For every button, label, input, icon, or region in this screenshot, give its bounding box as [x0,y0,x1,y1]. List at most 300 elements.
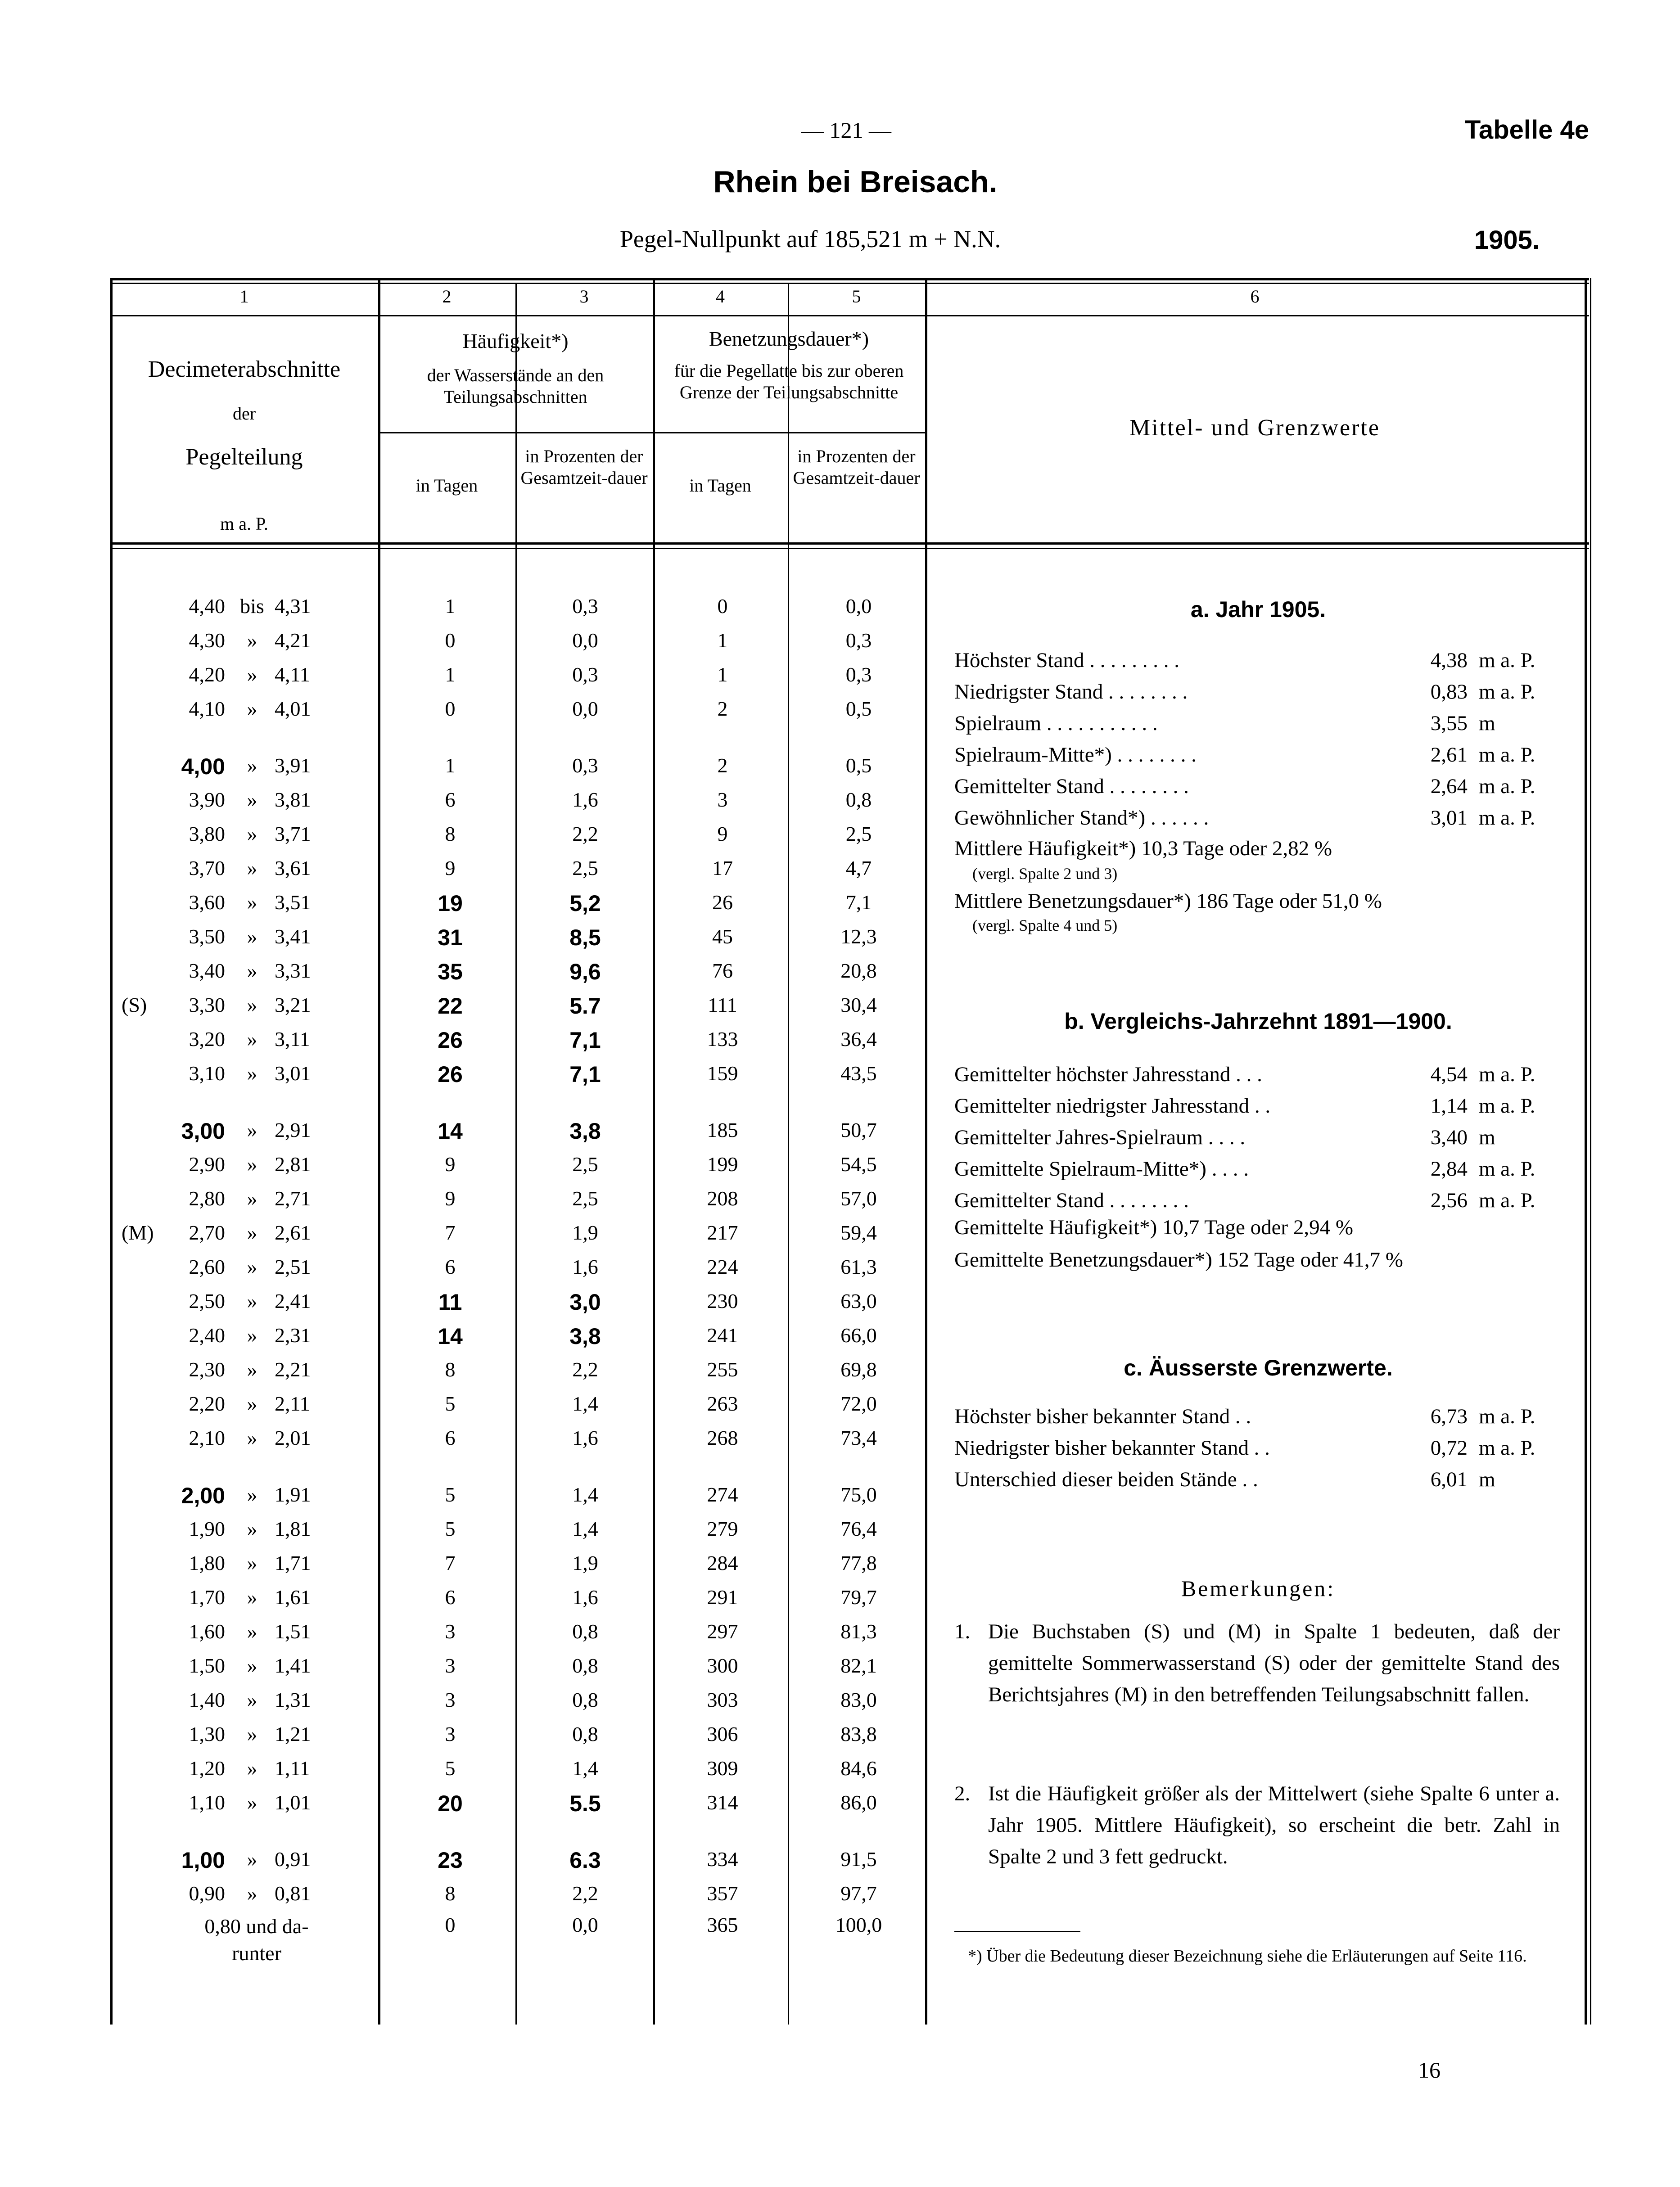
row-range-from: 2,30 [189,1358,225,1381]
last-row-c2: 0 [445,1913,456,1936]
row-haeufigkeit-prozent: 0,8 [572,1723,598,1745]
value-line [954,680,1562,708]
value-line [954,743,1562,771]
row-range-from: 0,90 [189,1882,225,1905]
row-benetzung-prozent: 84,6 [840,1757,877,1780]
remark-2-text: Ist die Häufigkeit größer als der Mittelwert (siehe Spalte 6 unter a. Jahr 1905. Mittlere Häufigkeit), so erscheint die betr. Zahl in Spalte 2 und 3 fett gedruckt. [988,1782,1560,1868]
row-haeufigkeit-prozent: 0,3 [572,595,598,618]
footnote-divider [954,1931,1080,1932]
row-range-from: 3,00 [181,1118,225,1144]
value-line-value: 6,73 [1430,1405,1468,1428]
row-range-separator: » [247,891,257,914]
row-benetzung-tage: 314 [707,1791,738,1814]
row-range-from: 1,80 [189,1551,225,1574]
value-line-unit: m a. P. [1479,1063,1535,1086]
row-benetzung-prozent: 0,3 [845,663,872,686]
row-range-from: 3,30 [189,993,225,1016]
row-haeufigkeit-tage: 3 [445,1620,456,1643]
row-benetzung-tage: 185 [707,1118,738,1141]
value-line-unit: m a. P. [1479,1189,1535,1212]
row-benetzung-prozent: 59,4 [840,1221,877,1244]
row-benetzung-tage: 159 [707,1062,738,1085]
row-benetzung-tage: 230 [707,1290,738,1312]
row-range-separator: » [247,1221,257,1244]
remarks-title: Bemerkungen: [1181,1576,1336,1601]
row-range-to: 1,81 [275,1517,311,1540]
row-benetzung-tage: 284 [707,1551,738,1574]
row-benetzung-prozent: 97,7 [840,1882,877,1905]
row-benetzung-prozent: 83,8 [840,1723,877,1745]
value-line [954,1404,1562,1433]
row-range-separator: » [247,1290,257,1312]
row-haeufigkeit-prozent: 0,8 [572,1688,598,1711]
section-b-benetzung-text: Gemittelte Benetzungsdauer*) 152 Tage oder 41,7 % [954,1248,1403,1272]
table-row [0,1881,945,1913]
row-range-separator: » [247,1426,257,1449]
row-range-from: 4,30 [189,629,225,652]
value-line [954,806,1562,834]
remark-1 [954,1616,1558,1778]
row-range-from: 2,20 [189,1392,225,1415]
row-range-separator: » [247,1392,257,1415]
table-row [0,594,945,626]
row-benetzung-tage: 76 [712,959,733,982]
row-haeufigkeit-tage: 20 [438,1791,463,1816]
row-benetzung-prozent: 86,0 [840,1791,877,1814]
row-benetzung-prozent: 54,5 [840,1153,877,1176]
section-b-haeufigkeit [954,1215,1562,1244]
row-haeufigkeit-tage: 5 [445,1517,456,1540]
haeufigkeit-in-prozenten: in Prozenten der Gesamtzeit-dauer [520,446,648,488]
value-line-label: Gewöhnlicher Stand*) . . . . . . [954,806,1209,830]
row-benetzung-tage: 334 [707,1848,738,1871]
row-range-to: 1,31 [275,1688,311,1711]
table-row [0,1118,945,1150]
row-range-separator: » [247,1483,257,1506]
row-haeufigkeit-tage: 19 [438,891,463,916]
row-haeufigkeit-tage: 6 [445,1255,456,1278]
row-haeufigkeit-tage: 26 [438,1028,463,1053]
row-haeufigkeit-prozent: 1,9 [572,1551,598,1574]
row-benetzung-prozent: 83,0 [840,1688,877,1711]
row-range-separator: » [247,1062,257,1085]
row-range-from: 2,50 [189,1290,225,1312]
row-benetzung-tage: 208 [707,1187,738,1210]
row-range-separator: » [247,697,257,720]
row-range-to: 1,21 [275,1723,311,1745]
row-haeufigkeit-tage: 7 [445,1221,456,1244]
row-haeufigkeit-prozent: 6.3 [569,1848,601,1873]
row-mark: (S) [122,993,147,1016]
table-row [0,1790,945,1822]
value-line-label: Spielraum-Mitte*) . . . . . . . . [954,743,1197,767]
value-line-value: 4,38 [1430,649,1468,672]
value-line-value: 6,01 [1430,1468,1468,1491]
row-haeufigkeit-tage: 22 [438,993,463,1019]
row-range-to: 2,11 [275,1392,310,1415]
row-range-from: 1,00 [181,1848,225,1873]
row-range-from: 3,90 [189,788,225,811]
table-row [0,1756,945,1788]
row-benetzung-prozent: 72,0 [840,1392,877,1415]
last-row-c5: 100,0 [835,1913,882,1936]
row-range-to: 2,31 [275,1324,311,1347]
benetzung-in-tagen: in Tagen [689,475,751,496]
row-haeufigkeit-tage: 31 [438,925,463,950]
section-a-benetzung-text: Mittlere Benetzungsdauer*) 186 Tage oder 51,0 % [954,889,1382,913]
row-haeufigkeit-prozent: 2,2 [572,1358,598,1381]
value-line-label: Gemittelter Stand . . . . . . . . [954,775,1189,798]
row-benetzung-prozent: 20,8 [840,959,877,982]
table-row [0,1585,945,1617]
value-line-unit: m a. P. [1479,649,1535,672]
row-benetzung-prozent: 4,7 [845,857,872,879]
table-row [0,822,945,853]
value-line-value: 2,56 [1430,1189,1468,1212]
value-line [954,1188,1562,1217]
row-benetzung-tage: 224 [707,1255,738,1278]
value-line-value: 2,64 [1430,775,1468,798]
page-number: — 121 — [801,117,891,143]
row-benetzung-tage: 1 [717,629,728,652]
value-line-label: Gemittelter niedrigster Jahresstand . . [954,1094,1271,1118]
row-benetzung-prozent: 63,0 [840,1290,877,1312]
row-benetzung-tage: 303 [707,1688,738,1711]
row-range-to: 1,61 [275,1586,311,1609]
remark-2 [954,1778,1558,1913]
col-number-1: 1 [239,286,249,307]
row-haeufigkeit-prozent: 0,8 [572,1654,598,1677]
value-line-unit: m a. P. [1479,1094,1535,1118]
row-range-to: 3,51 [275,891,311,914]
row-haeufigkeit-prozent: 3,8 [569,1118,601,1144]
row-range-separator: » [247,1723,257,1745]
table-row [0,1027,945,1059]
row-range-separator: » [247,1620,257,1643]
row-haeufigkeit-tage: 0 [445,697,456,720]
value-line [954,1062,1562,1091]
row-range-separator: » [247,1654,257,1677]
row-benetzung-tage: 3 [717,788,728,811]
row-benetzung-prozent: 0,0 [845,595,872,618]
row-range-to: 2,91 [275,1118,311,1141]
last-row-c3: 0,0 [572,1913,598,1936]
row-haeufigkeit-tage: 8 [445,1358,456,1381]
value-line-value: 2,84 [1430,1157,1468,1181]
row-benetzung-tage: 263 [707,1392,738,1415]
section-b-haeufigkeit-text: Gemittelte Häufigkeit*) 10,7 Tage oder 2,94 % [954,1216,1353,1239]
row-benetzung-tage: 306 [707,1723,738,1745]
row-haeufigkeit-tage: 6 [445,1426,456,1449]
row-range-to: 3,31 [275,959,311,982]
row-benetzung-tage: 45 [712,925,733,948]
row-benetzung-tage: 255 [707,1358,738,1381]
row-range-from: 1,60 [189,1620,225,1643]
table-label: Tabelle 4e [1464,115,1589,144]
last-row-c4: 365 [707,1913,738,1936]
row-benetzung-tage: 9 [717,822,728,845]
row-haeufigkeit-prozent: 1,4 [572,1757,598,1780]
year-label: 1905. [1474,225,1540,255]
row-range-separator: » [247,1358,257,1381]
value-line-label: Gemittelter Jahres-Spielraum . . . . [954,1126,1246,1149]
row-benetzung-prozent: 0,8 [845,788,872,811]
table-row [0,924,945,956]
value-line-label: Gemittelter Stand . . . . . . . . [954,1189,1189,1212]
value-line-unit: m a. P. [1479,806,1535,830]
row-range-to: 2,81 [275,1153,311,1176]
row-benetzung-tage: 1 [717,663,728,686]
value-line-unit: m a. P. [1479,1405,1535,1428]
row-range-separator: » [247,1551,257,1574]
row-haeufigkeit-tage: 5 [445,1757,456,1780]
col-number-5: 5 [852,286,861,307]
table-row [0,890,945,922]
row-range-separator: » [247,925,257,948]
row-haeufigkeit-tage: 3 [445,1688,456,1711]
row-haeufigkeit-prozent: 2,2 [572,822,598,845]
row-haeufigkeit-prozent: 2,2 [572,1882,598,1905]
row-range-to: 0,81 [275,1882,311,1905]
row-range-from: 3,10 [189,1062,225,1085]
row-range-to: 1,91 [275,1483,311,1506]
benetzung-in-prozenten: in Prozenten der Gesamtzeit-dauer [793,446,920,488]
section-b-benetzung [954,1248,1562,1276]
row-range-separator: » [247,1586,257,1609]
table-row [0,628,945,660]
value-line-label: Unterschied dieser beiden Stände . . [954,1468,1258,1491]
table-row [0,663,945,694]
row-benetzung-tage: 291 [707,1586,738,1609]
row-benetzung-tage: 300 [707,1654,738,1677]
table-row [0,1688,945,1719]
row-benetzung-tage: 241 [707,1324,738,1347]
row-range-to: 2,61 [275,1221,311,1244]
row-range-to: 4,21 [275,629,311,652]
row-benetzung-tage: 17 [712,857,733,879]
row-haeufigkeit-prozent: 7,1 [569,1028,601,1053]
row-range-to: 2,71 [275,1187,311,1210]
row-haeufigkeit-prozent: 5.7 [569,993,601,1019]
value-line-unit: m a. P. [1479,680,1535,703]
row-range-from: 2,00 [181,1483,225,1508]
row-range-separator: » [247,1324,257,1347]
row-range-from: 3,20 [189,1028,225,1051]
row-haeufigkeit-prozent: 3,0 [569,1290,601,1315]
section-a-title: a. Jahr 1905. [1190,597,1326,622]
row-benetzung-tage: 217 [707,1221,738,1244]
value-line-value: 2,61 [1430,743,1468,767]
row-range-separator: bis [240,595,264,618]
col1-title-der: der [232,403,256,424]
row-benetzung-prozent: 75,0 [840,1483,877,1506]
row-haeufigkeit-tage: 0 [445,629,456,652]
table-row-last [0,1913,945,1965]
row-range-separator: » [247,1688,257,1711]
row-haeufigkeit-prozent: 7,1 [569,1062,601,1087]
row-haeufigkeit-prozent: 1,4 [572,1517,598,1540]
row-benetzung-tage: 274 [707,1483,738,1506]
value-line-unit: m a. P. [1479,1157,1535,1181]
value-line-label: Niedrigster bisher bekannter Stand . . [954,1436,1270,1460]
row-haeufigkeit-tage: 1 [445,595,456,618]
row-haeufigkeit-tage: 6 [445,1586,456,1609]
row-range-separator: » [247,1517,257,1540]
value-line [954,711,1562,740]
row-benetzung-prozent: 30,4 [840,993,877,1016]
benetzung-subtitle: für die Pegellatte bis zur oberen Grenze der Teilungsabschnitte [674,361,904,402]
row-mark: (M) [122,1221,154,1244]
table-row [0,1186,945,1218]
row-haeufigkeit-tage: 9 [445,1153,456,1176]
row-haeufigkeit-prozent: 1,6 [572,1586,598,1609]
row-range-separator: » [247,1187,257,1210]
row-range-from: 4,00 [181,754,225,779]
row-benetzung-prozent: 12,3 [840,925,877,948]
row-haeufigkeit-prozent: 0,3 [572,663,598,686]
row-range-from: 2,60 [189,1255,225,1278]
row-range-separator: » [247,1848,257,1871]
value-line-label: Niedrigster Stand . . . . . . . . [954,680,1188,703]
row-haeufigkeit-prozent: 1,6 [572,1255,598,1278]
section-a-haeufigkeit-text: Mittlere Häufigkeit*) 10,3 Tage oder 2,82 % [954,837,1332,860]
table-row [0,1654,945,1685]
benetzung-title: Benetzungsdauer*) [709,327,869,350]
remark-2-number: 2. [954,1782,971,1805]
row-haeufigkeit-tage: 8 [445,822,456,845]
row-benetzung-tage: 2 [717,754,728,777]
table-row [0,856,945,888]
row-range-from: 2,40 [189,1324,225,1347]
section-c-title: c. Äusserste Grenzwerte. [1124,1355,1393,1380]
row-range-separator: » [247,754,257,777]
value-line-value: 1,14 [1430,1094,1468,1118]
section-a-haeufigkeit-note: (vergl. Spalte 2 und 3) [972,865,1118,883]
value-line-value: 4,54 [1430,1063,1468,1086]
row-range-to: 1,71 [275,1551,311,1574]
row-haeufigkeit-prozent: 2,5 [572,1153,598,1176]
col-number-3: 3 [579,286,589,307]
value-line-label: Spielraum . . . . . . . . . . . [954,712,1158,735]
row-range-to: 1,51 [275,1620,311,1643]
row-range-separator: » [247,788,257,811]
haeufigkeit-title: Häufigkeit*) [462,329,569,352]
value-line-unit: m [1479,1126,1495,1149]
row-benetzung-prozent: 57,0 [840,1187,877,1210]
table-row [0,1483,945,1514]
row-range-separator: » [247,993,257,1016]
row-range-to: 4,31 [275,595,311,618]
row-range-from: 1,90 [189,1517,225,1540]
value-line-value: 3,55 [1430,712,1468,735]
table-row [0,1152,945,1184]
table-row [0,1517,945,1548]
row-haeufigkeit-tage: 26 [438,1062,463,1087]
row-range-from: 2,70 [189,1221,225,1244]
value-line-label: Gemittelter höchster Jahresstand . . . [954,1063,1262,1086]
last-row-label-b: runter [232,1942,281,1965]
row-range-separator: » [247,822,257,845]
haeufigkeit-subtitle: der Wasserstände an den Teilungsabschnitten [427,365,604,407]
row-range-from: 2,10 [189,1426,225,1449]
row-benetzung-prozent: 7,1 [845,891,872,914]
row-range-to: 3,91 [275,754,311,777]
table-row [0,1426,945,1457]
row-range-from: 1,10 [189,1791,225,1814]
value-line [954,774,1562,803]
row-benetzung-prozent: 36,4 [840,1028,877,1051]
row-benetzung-prozent: 0,5 [845,697,872,720]
footer-page-number: 16 [1418,2057,1441,2083]
section-b-title: b. Vergleichs-Jahrzehnt 1891—1900. [1064,1009,1452,1034]
table-row [0,993,945,1024]
row-range-from: 4,20 [189,663,225,686]
table-row [0,1847,945,1879]
section-a-benetzung-note: (vergl. Spalte 4 und 5) [972,916,1118,934]
row-range-from: 2,90 [189,1153,225,1176]
row-benetzung-tage: 2 [717,697,728,720]
row-range-separator: » [247,1757,257,1780]
row-range-separator: » [247,1882,257,1905]
row-benetzung-tage: 309 [707,1757,738,1780]
value-line [954,1125,1562,1154]
row-benetzung-prozent: 0,5 [845,754,872,777]
row-range-separator: » [247,1118,257,1141]
value-line-unit: m a. P. [1479,775,1535,798]
table-row [0,1289,945,1321]
row-range-separator: » [247,1255,257,1278]
row-range-to: 3,61 [275,857,311,879]
row-range-from: 3,70 [189,857,225,879]
row-benetzung-prozent: 91,5 [840,1848,877,1871]
page-subtitle: Pegel-Nullpunkt auf 185,521 m + N.N. [619,225,1001,253]
haeufigkeit-in-tagen: in Tagen [415,475,478,496]
row-haeufigkeit-tage: 5 [445,1483,456,1506]
col1-title-pegelteilung: Pegelteilung [185,444,303,470]
row-range-separator: » [247,857,257,879]
col-number-2: 2 [442,286,452,307]
col-number-6: 6 [1250,286,1260,307]
table-row [0,1357,945,1389]
value-line-label: Höchster Stand . . . . . . . . . [954,649,1179,672]
row-range-to: 3,11 [275,1028,310,1051]
row-range-from: 1,30 [189,1723,225,1745]
row-range-to: 3,41 [275,925,311,948]
row-haeufigkeit-prozent: 0,0 [572,629,598,652]
row-haeufigkeit-tage: 9 [445,857,456,879]
row-range-separator: » [247,1791,257,1814]
value-line-unit: m a. P. [1479,743,1535,767]
footnote: *) Über die Bedeutung dieser Bezeichnung siehe die Erläuterungen auf Seite 116. [968,1947,1527,1966]
row-haeufigkeit-prozent: 9,6 [569,959,601,984]
row-haeufigkeit-tage: 8 [445,1882,456,1905]
value-line [954,1157,1562,1186]
col1-title: Decimeterabschnitte [148,356,341,382]
value-line [954,648,1562,677]
row-benetzung-tage: 357 [707,1882,738,1905]
row-benetzung-prozent: 61,3 [840,1255,877,1278]
row-haeufigkeit-tage: 14 [438,1324,463,1349]
remark-1-text: Die Buchstaben (S) und (M) in Spalte 1 bedeuten, daß der gemittelte Sommerwasserstand (S) oder der gemittelte Stand des Berichtsjahres (M) in den betreffenden Teilungsabschnitt fallen. [988,1620,1560,1706]
row-benetzung-prozent: 76,4 [840,1517,877,1540]
row-haeufigkeit-tage: 6 [445,788,456,811]
row-range-from: 3,40 [189,959,225,982]
row-range-separator: » [247,1153,257,1176]
row-haeufigkeit-tage: 9 [445,1187,456,1210]
table-row [0,1221,945,1252]
row-haeufigkeit-prozent: 5,2 [569,891,601,916]
row-range-separator: » [247,1028,257,1051]
